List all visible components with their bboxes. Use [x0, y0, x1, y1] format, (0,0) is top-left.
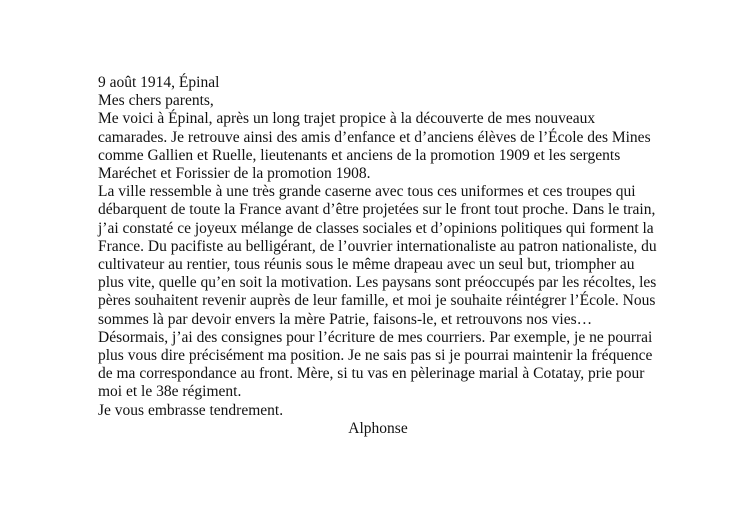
- letter-body: [98, 74, 658, 438]
- paragraph: Désormais, j’ai des consignes pour l’écriture de mes courriers. Par exemple, je ne pourrai plus vous dire précisément ma position. Je ne sais pas si je pourrai maintenir la fréquence de ma correspondance au front. Mère, si tu vas en pèlerinage marial à Cotatay, prie pour moi et le 38e régiment.: [98, 328, 653, 401]
- paragraph: Me voici à Épinal, après un long trajet propice à la découverte de mes nouveaux camarades. Je retrouve ainsi des amis d’enfance et d’anciens élèves de l’École des Mines comme Gallien et Ruelle, lieutenants et anciens de la promotion 1909 et les sergents Maréchet et Forissier de la promotion 1908.: [98, 110, 651, 183]
- closing-line: Je vous embrasse tendrement.: [98, 401, 284, 419]
- date-line: 9 août 1914, Épinal: [98, 74, 220, 91]
- paragraph: La ville ressemble à une très grande caserne avec tous ces uniformes et ces troupes qui débarquent de toute la France avant d’être projetées sur le front tout proche. Dans le train, j’ai constaté ce joyeux mélange de classes sociales et d’opinions politiques qui forment la France. Du pacifiste au belligérant, de l’ouvrier internationaliste au patron nationaliste, du cultivateur au rentier, tous réunis sous le même drapeau avec un seul but, triompher au plus vite, quelle qu’en soit la motivation. Les paysans sont préoccupés par les récoltes, les pères souhaitent revenir auprès de leur famille, et moi je souhaite réintégrer l’École. Nous sommes là par devoir envers la mère Patrie, faisons-le, et retrouvons nos vies…: [98, 183, 657, 328]
- salutation: Mes chers parents,: [98, 92, 214, 110]
- signature: Alphonse: [348, 419, 408, 437]
